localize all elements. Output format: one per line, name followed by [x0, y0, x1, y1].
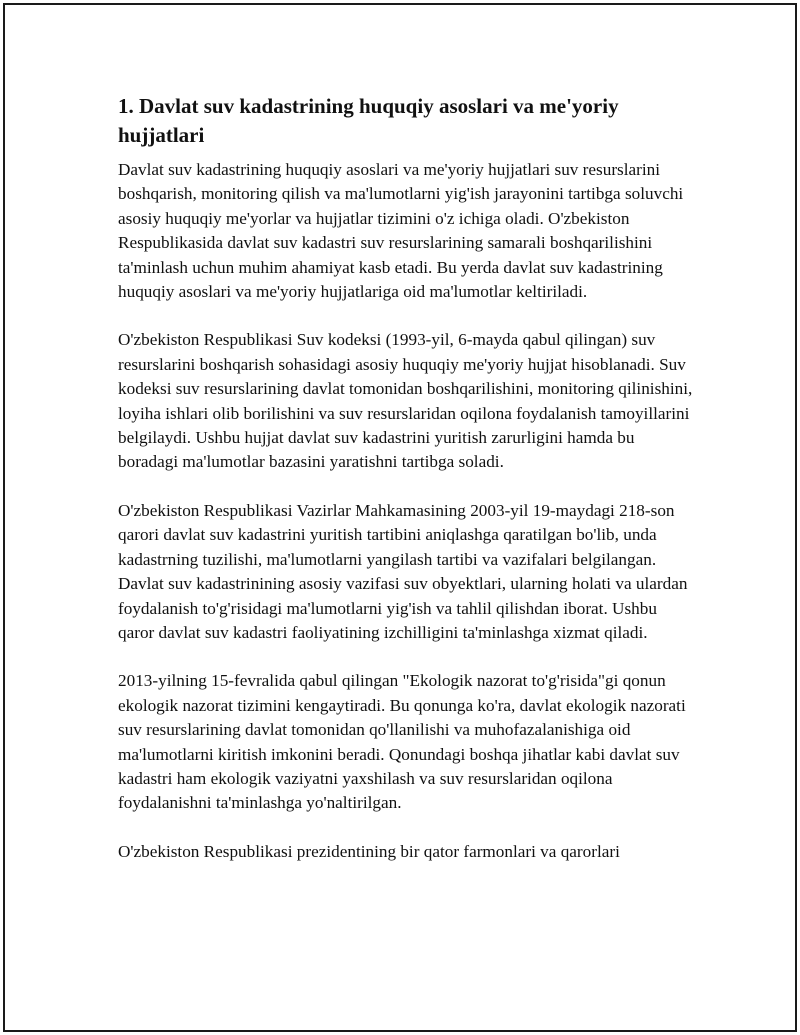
section-heading: 1. Davlat suv kadastrining huquqiy asoslari va me'yoriy hujjatlari: [118, 94, 619, 147]
paragraph-1: Davlat suv kadastrining huquqiy asoslari va me'yoriy hujjatlari suv resurslarini boshqarish, monitoring qilish va ma'lumotlarni yig'ish jarayonini tartibga soluvchi asosiy huquqiy me'yorlar va hujjatlar tizimini o'z ichiga oladi. O'zbekiston Respublikasida davlat suv kadastri suv resurslarining samarali boshqarilishini ta'minlash uchun muhim ahamiyat kasb etadi. Bu yerda davlat suv kadastrining huquqiy asoslari va me'yoriy hujjatlariga oid ma'lumotlar keltiriladi.: [118, 160, 684, 302]
paragraph-3: O'zbekiston Respublikasi Vazirlar Mahkamasining 2003-yil 19-maydagi 218-son qarori davlat suv kadastrini yuritish tartibini aniqlashga qaratilgan bo'lib, unda kadastrning tuzilishi, ma'lumotlarni yangilash tartibi va vazifalari belgilangan. Davlat suv kadastrinining asosiy vazifasi suv obyektlari, ularning holati va ulardan foydalanish to'g'risidagi ma'lumotlarni yig'ish va tahlil qilishdan iborat. Ushbu qaror davlat suv kadastri faoliyatining izchilligini ta'minlashga xizmat qiladi.: [118, 500, 688, 642]
paragraph-5: O'zbekiston Respublikasi prezidentining bir qator farmonlari va qarorlari: [118, 841, 620, 861]
paragraph-2: O'zbekiston Respublikasi Suv kodeksi (1993-yil, 6-mayda qabul qilingan) suv resurslarini boshqarish sohasidagi asosiy huquqiy me'yoriy hujjat hisoblanadi. Suv kodeksi suv resurslarining davlat tomonidan boshqarilishini, monitoring qilinishini, loyiha ishlari olib borilishini va suv resurslaridan oqilona foydalanish tamoyillarini belgilaydi. Ushbu hujjat davlat suv kadastrini yuritish zarurligini hamda bu boradagi ma'lumotlar bazasini yaratishni tartibga soladi.: [118, 330, 693, 472]
document-body: [118, 92, 693, 888]
paragraph-4: 2013-yilning 15-fevralida qabul qilingan "Ekologik nazorat to'g'risida"gi qonun ekologik nazorat tizimini kengaytiradi. Bu qonunga ko'ra, davlat ekologik nazorati suv resurslarining davlat tomonidan qo'llanilishi va muhofazalanishiga oid ma'lumotlarni kiritish imkonini beradi. Qonundagi boshqa jihatlar kabi davlat suv kadastri ham ekologik vaziyatni yaxshilash va suv resurslaridan oqilona foydalanishni ta'minlashga yo'naltirilgan.: [118, 671, 686, 813]
